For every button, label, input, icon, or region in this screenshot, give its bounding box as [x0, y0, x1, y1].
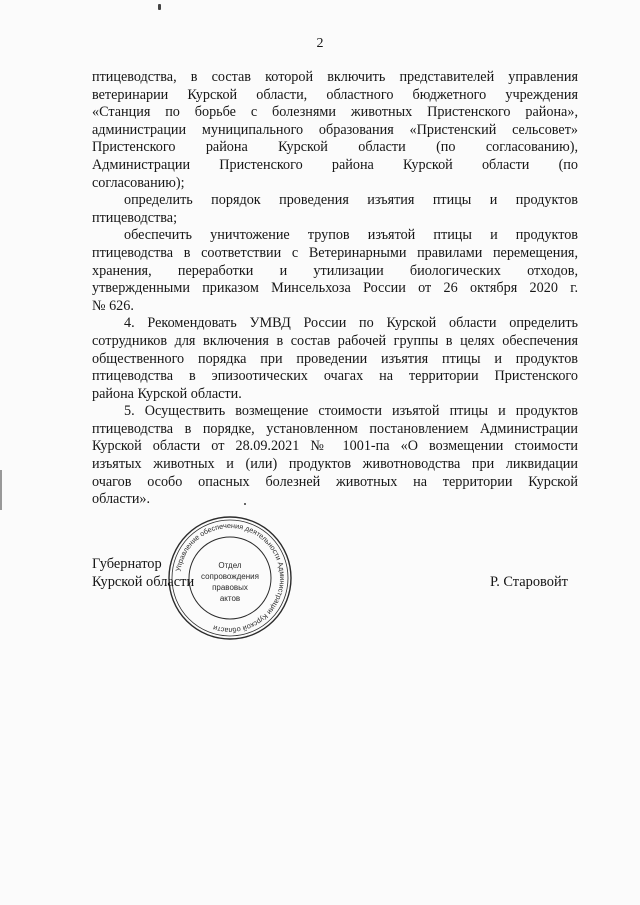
stamp-center-line-2: сопровождения — [201, 572, 259, 581]
stamp-center-line-3: правовых — [212, 583, 248, 592]
text-line: сотрудников для включения в состав рабочей группы в целях обеспечения — [92, 332, 578, 349]
text-line: Курской области от 28.09.2021 № 1001-па «О возмещении стоимости — [92, 438, 578, 455]
scan-dot — [244, 503, 246, 505]
text-line: птицеводства; — [92, 209, 178, 226]
text-line: района Курской области. — [92, 385, 242, 402]
scan-edge-mark — [0, 470, 2, 510]
page-number: 2 — [316, 36, 324, 51]
text-line: № 626. — [92, 297, 134, 314]
text-line: области». — [92, 491, 151, 508]
scan-speck — [158, 4, 161, 10]
stamp-ring-text: Управление обеспечения деятельности Администрации Курской области — [173, 520, 288, 636]
text-line: очагов особо опасных болезней животных на территории Курской — [92, 473, 578, 490]
text-line: определить порядок проведения изъятия птицы и продуктов — [124, 192, 578, 209]
stamp-center-line-4: актов — [219, 594, 241, 603]
text-line: администрации муниципального образования «Пристенский сельсовет» — [92, 121, 578, 138]
signatory-position-line-2: Курской области — [92, 574, 195, 590]
text-line: 5. Осуществить возмещение стоимости изъятой птицы и продуктов — [124, 403, 578, 420]
signatory-position-line-1: Губернатор — [92, 556, 162, 572]
signatory-name: Р. Старовойт — [490, 574, 568, 590]
stamp-center-line-1: Отдел — [218, 561, 242, 570]
paragraph-item-5 — [92, 403, 578, 509]
text-line: Администрации Пристенского района Курской области (по — [92, 156, 578, 173]
signatory-position — [92, 555, 194, 591]
text-line: ветеринарии Курской области, областного бюджетного учреждения — [92, 86, 578, 103]
text-line: изъятых животных и (или) продуктов животноводства при ликвидации — [92, 456, 578, 473]
text-line: «Станция по борьбе с болезнями животных Пристенского района», — [92, 104, 578, 121]
paragraph-destroy — [92, 227, 578, 315]
paragraph-order — [92, 192, 578, 227]
paragraph-item-4 — [92, 315, 578, 403]
text-line: утвержденными приказом Минсельхоза России от 26 октября 2020 г. — [92, 280, 578, 297]
text-line: Пристенского района Курской области (по согласованию), — [92, 139, 578, 156]
text-line: согласованию); — [92, 174, 185, 191]
text-line: хранения, переработки и утилизации биологических отходов, — [92, 262, 578, 279]
text-line: общественного порядка при проведении изъятия птицы и продуктов — [92, 350, 578, 367]
paragraph-continuation — [92, 69, 578, 192]
text-line: птицеводства в соответствии с Ветеринарными правилами перемещения, — [92, 244, 578, 261]
text-line: обеспечить уничтожение трупов изъятой птицы и продуктов — [124, 227, 578, 244]
text-line: птицеводства в эпизоотических очагах на территории Пристенского — [92, 368, 578, 385]
document-body — [92, 69, 578, 509]
text-line: 4. Рекомендовать УМВД России по Курской области определить — [124, 315, 578, 332]
text-line: птицеводства в порядке, установленном постановлением Администрации — [92, 420, 578, 437]
text-line: птицеводства, в состав которой включить представителей управления — [92, 69, 578, 85]
